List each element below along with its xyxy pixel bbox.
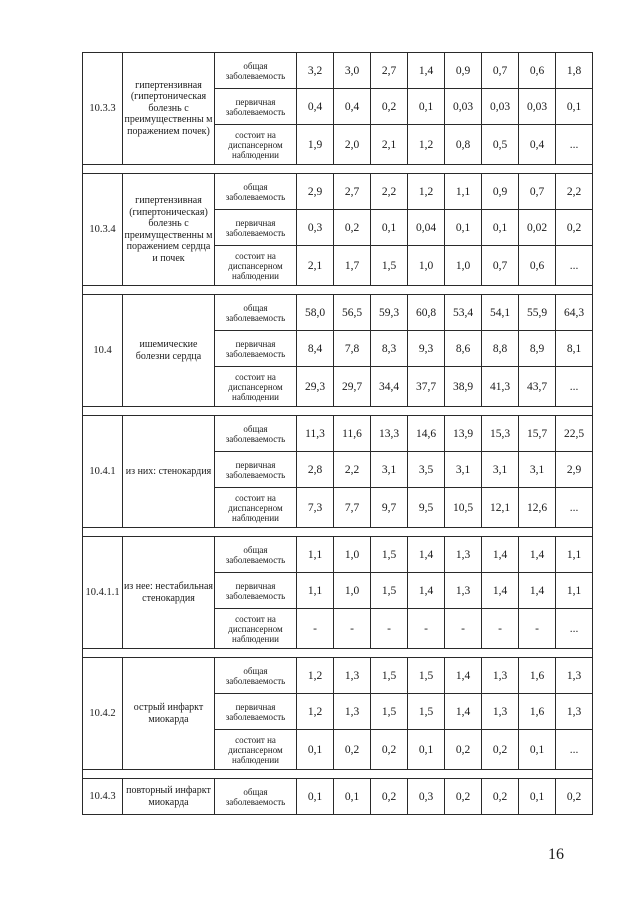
value-cell: 3,5	[408, 452, 445, 488]
value-cell: 1,3	[445, 573, 482, 609]
value-cell: 0,1	[297, 779, 334, 815]
value-cell: 2,1	[297, 246, 334, 286]
value-cell: 9,5	[408, 488, 445, 528]
value-cell: -	[297, 609, 334, 649]
value-cell: 0,2	[334, 210, 371, 246]
disease-name: из них: стенокардия	[123, 416, 215, 528]
value-cell: 2,9	[297, 174, 334, 210]
value-cell: 7,7	[334, 488, 371, 528]
value-cell: 3,1	[519, 452, 556, 488]
value-cell: 0,1	[408, 89, 445, 125]
separator-cell	[83, 286, 593, 295]
metric-label: состоит на диспансерном наблюдении	[215, 246, 297, 286]
value-cell: 3,2	[297, 53, 334, 89]
value-cell: 0,2	[371, 779, 408, 815]
group-separator	[83, 407, 593, 416]
row-code: 10.4.2	[83, 658, 123, 770]
value-cell: 0,6	[519, 246, 556, 286]
value-cell: 0,1	[371, 210, 408, 246]
value-cell: 37,7	[408, 367, 445, 407]
page-number: 16	[548, 846, 564, 863]
group-separator	[83, 649, 593, 658]
value-cell: 2,9	[556, 452, 593, 488]
value-cell: 14,6	[408, 416, 445, 452]
value-cell: 43,7	[519, 367, 556, 407]
value-cell: 12,1	[482, 488, 519, 528]
group-separator	[83, 286, 593, 295]
value-cell: 64,3	[556, 295, 593, 331]
value-cell: 1,5	[371, 537, 408, 573]
value-cell: 58,0	[297, 295, 334, 331]
value-cell: 34,4	[371, 367, 408, 407]
value-cell: 0,3	[297, 210, 334, 246]
value-cell: 1,3	[556, 658, 593, 694]
value-cell: 1,7	[334, 246, 371, 286]
value-cell: -	[445, 609, 482, 649]
value-cell: 0,2	[445, 730, 482, 770]
value-cell: 0,1	[445, 210, 482, 246]
value-cell: 0,2	[482, 779, 519, 815]
value-cell: ...	[556, 246, 593, 286]
value-cell: 0,9	[445, 53, 482, 89]
value-cell: 1,3	[334, 658, 371, 694]
metric-label: первичная заболеваемость	[215, 89, 297, 125]
disease-name: гипертензивная (гипертоническая) болезнь с преимущественны м поражением сердца и почек	[123, 174, 215, 286]
morbidity-table	[82, 52, 593, 815]
value-cell: 3,0	[334, 53, 371, 89]
value-cell: 1,2	[408, 125, 445, 165]
value-cell: -	[334, 609, 371, 649]
value-cell: 3,1	[371, 452, 408, 488]
value-cell: 15,3	[482, 416, 519, 452]
table-row	[83, 416, 593, 452]
value-cell: 0,7	[482, 246, 519, 286]
value-cell: 0,1	[519, 779, 556, 815]
value-cell: 1,1	[556, 573, 593, 609]
metric-label: общая заболеваемость	[215, 174, 297, 210]
value-cell: 1,9	[297, 125, 334, 165]
value-cell: 0,03	[519, 89, 556, 125]
value-cell: 0,2	[445, 779, 482, 815]
table-row	[83, 779, 593, 815]
metric-label: состоит на диспансерном наблюдении	[215, 367, 297, 407]
value-cell: 60,8	[408, 295, 445, 331]
value-cell: 1,1	[297, 573, 334, 609]
value-cell: 7,8	[334, 331, 371, 367]
value-cell: 0,1	[482, 210, 519, 246]
value-cell: 0,1	[556, 89, 593, 125]
value-cell: 13,9	[445, 416, 482, 452]
value-cell: 1,1	[297, 537, 334, 573]
separator-cell	[83, 770, 593, 779]
metric-label: первичная заболеваемость	[215, 331, 297, 367]
value-cell: 1,4	[408, 53, 445, 89]
value-cell: 1,0	[334, 537, 371, 573]
value-cell: 1,3	[482, 694, 519, 730]
value-cell: 1,5	[408, 694, 445, 730]
value-cell: 1,1	[556, 537, 593, 573]
value-cell: 1,4	[482, 537, 519, 573]
value-cell: 12,6	[519, 488, 556, 528]
disease-name: повторный инфаркт миокарда	[123, 779, 215, 815]
metric-label: общая заболеваемость	[215, 295, 297, 331]
value-cell: 1,5	[371, 694, 408, 730]
row-code: 10.4.3	[83, 779, 123, 815]
table-row	[83, 658, 593, 694]
value-cell: 1,4	[408, 537, 445, 573]
value-cell: 0,1	[334, 779, 371, 815]
value-cell: 9,3	[408, 331, 445, 367]
value-cell: 2,2	[371, 174, 408, 210]
group-separator	[83, 165, 593, 174]
disease-name: острый инфаркт миокарда	[123, 658, 215, 770]
value-cell: 55,9	[519, 295, 556, 331]
disease-name: гипертензивная (гипертоническая болезнь с преимущественны м поражением почек)	[123, 53, 215, 165]
value-cell: 1,2	[408, 174, 445, 210]
value-cell: 1,5	[371, 573, 408, 609]
value-cell: 13,3	[371, 416, 408, 452]
metric-label: общая заболеваемость	[215, 416, 297, 452]
value-cell: 10,5	[445, 488, 482, 528]
metric-label: общая заболеваемость	[215, 779, 297, 815]
group-separator	[83, 770, 593, 779]
value-cell: 1,3	[445, 537, 482, 573]
metric-label: общая заболеваемость	[215, 658, 297, 694]
separator-cell	[83, 649, 593, 658]
row-code: 10.4.1	[83, 416, 123, 528]
value-cell: 29,7	[334, 367, 371, 407]
value-cell: 0,7	[519, 174, 556, 210]
value-cell: 38,9	[445, 367, 482, 407]
metric-label: первичная заболеваемость	[215, 210, 297, 246]
metric-label: первичная заболеваемость	[215, 452, 297, 488]
value-cell: ...	[556, 367, 593, 407]
disease-name: ишемические болезни сердца	[123, 295, 215, 407]
value-cell: 2,0	[334, 125, 371, 165]
metric-label: состоит на диспансерном наблюдении	[215, 125, 297, 165]
value-cell: 8,1	[556, 331, 593, 367]
metric-label: первичная заболеваемость	[215, 694, 297, 730]
value-cell: 0,1	[408, 730, 445, 770]
value-cell: 54,1	[482, 295, 519, 331]
value-cell: 0,6	[519, 53, 556, 89]
value-cell: 1,3	[556, 694, 593, 730]
value-cell: 0,4	[297, 89, 334, 125]
value-cell: 2,2	[556, 174, 593, 210]
value-cell: ...	[556, 125, 593, 165]
value-cell: 0,2	[334, 730, 371, 770]
value-cell: 2,2	[334, 452, 371, 488]
metric-label: общая заболеваемость	[215, 53, 297, 89]
value-cell: 0,9	[482, 174, 519, 210]
value-cell: 0,5	[482, 125, 519, 165]
row-code: 10.3.4	[83, 174, 123, 286]
value-cell: 59,3	[371, 295, 408, 331]
value-cell: 1,3	[334, 694, 371, 730]
value-cell: 0,2	[371, 730, 408, 770]
value-cell: 0,1	[297, 730, 334, 770]
value-cell: -	[519, 609, 556, 649]
value-cell: 1,1	[445, 174, 482, 210]
value-cell: 1,4	[519, 573, 556, 609]
value-cell: ...	[556, 488, 593, 528]
value-cell: 1,4	[482, 573, 519, 609]
value-cell: 1,2	[297, 658, 334, 694]
value-cell: 2,7	[371, 53, 408, 89]
value-cell: 0,2	[556, 779, 593, 815]
value-cell: 41,3	[482, 367, 519, 407]
row-code: 10.4.1.1	[83, 537, 123, 649]
value-cell: 1,6	[519, 694, 556, 730]
value-cell: 15,7	[519, 416, 556, 452]
value-cell: ...	[556, 609, 593, 649]
value-cell: 0,2	[482, 730, 519, 770]
value-cell: 8,3	[371, 331, 408, 367]
value-cell: 1,0	[445, 246, 482, 286]
separator-cell	[83, 165, 593, 174]
value-cell: 1,0	[408, 246, 445, 286]
value-cell: 1,5	[371, 246, 408, 286]
table-row	[83, 537, 593, 573]
metric-label: состоит на диспансерном наблюдении	[215, 488, 297, 528]
value-cell: 1,5	[371, 658, 408, 694]
value-cell: 0,8	[445, 125, 482, 165]
table-row	[83, 53, 593, 89]
metric-label: состоит на диспансерном наблюдении	[215, 609, 297, 649]
disease-name: из нее: нестабильная стенокардия	[123, 537, 215, 649]
value-cell: 0,3	[408, 779, 445, 815]
metric-label: состоит на диспансерном наблюдении	[215, 730, 297, 770]
value-cell: 9,7	[371, 488, 408, 528]
value-cell: 0,1	[519, 730, 556, 770]
value-cell: 0,7	[482, 53, 519, 89]
table-body	[83, 53, 593, 815]
value-cell: 1,4	[445, 658, 482, 694]
value-cell: 2,7	[334, 174, 371, 210]
value-cell: 3,1	[445, 452, 482, 488]
value-cell: -	[371, 609, 408, 649]
value-cell: 11,6	[334, 416, 371, 452]
metric-label: первичная заболеваемость	[215, 573, 297, 609]
value-cell: -	[482, 609, 519, 649]
value-cell: 0,02	[519, 210, 556, 246]
value-cell: -	[408, 609, 445, 649]
table-row	[83, 174, 593, 210]
value-cell: 56,5	[334, 295, 371, 331]
value-cell: 8,4	[297, 331, 334, 367]
value-cell: 0,2	[371, 89, 408, 125]
row-code: 10.4	[83, 295, 123, 407]
value-cell: ...	[556, 730, 593, 770]
value-cell: 29,3	[297, 367, 334, 407]
value-cell: 53,4	[445, 295, 482, 331]
row-code: 10.3.3	[83, 53, 123, 165]
value-cell: 11,3	[297, 416, 334, 452]
separator-cell	[83, 528, 593, 537]
value-cell: 1,5	[408, 658, 445, 694]
value-cell: 2,1	[371, 125, 408, 165]
value-cell: 1,4	[408, 573, 445, 609]
value-cell: 22,5	[556, 416, 593, 452]
value-cell: 1,4	[445, 694, 482, 730]
value-cell: 2,8	[297, 452, 334, 488]
value-cell: 1,3	[482, 658, 519, 694]
value-cell: 3,1	[482, 452, 519, 488]
value-cell: 1,0	[334, 573, 371, 609]
metric-label: общая заболеваемость	[215, 537, 297, 573]
value-cell: 0,4	[519, 125, 556, 165]
value-cell: 0,4	[334, 89, 371, 125]
value-cell: 8,9	[519, 331, 556, 367]
value-cell: 1,4	[519, 537, 556, 573]
value-cell: 8,8	[482, 331, 519, 367]
table-row	[83, 295, 593, 331]
value-cell: 0,03	[445, 89, 482, 125]
value-cell: 0,2	[556, 210, 593, 246]
separator-cell	[83, 407, 593, 416]
value-cell: 1,2	[297, 694, 334, 730]
value-cell: 7,3	[297, 488, 334, 528]
value-cell: 0,03	[482, 89, 519, 125]
value-cell: 0,04	[408, 210, 445, 246]
value-cell: 1,6	[519, 658, 556, 694]
value-cell: 1,8	[556, 53, 593, 89]
group-separator	[83, 528, 593, 537]
value-cell: 8,6	[445, 331, 482, 367]
